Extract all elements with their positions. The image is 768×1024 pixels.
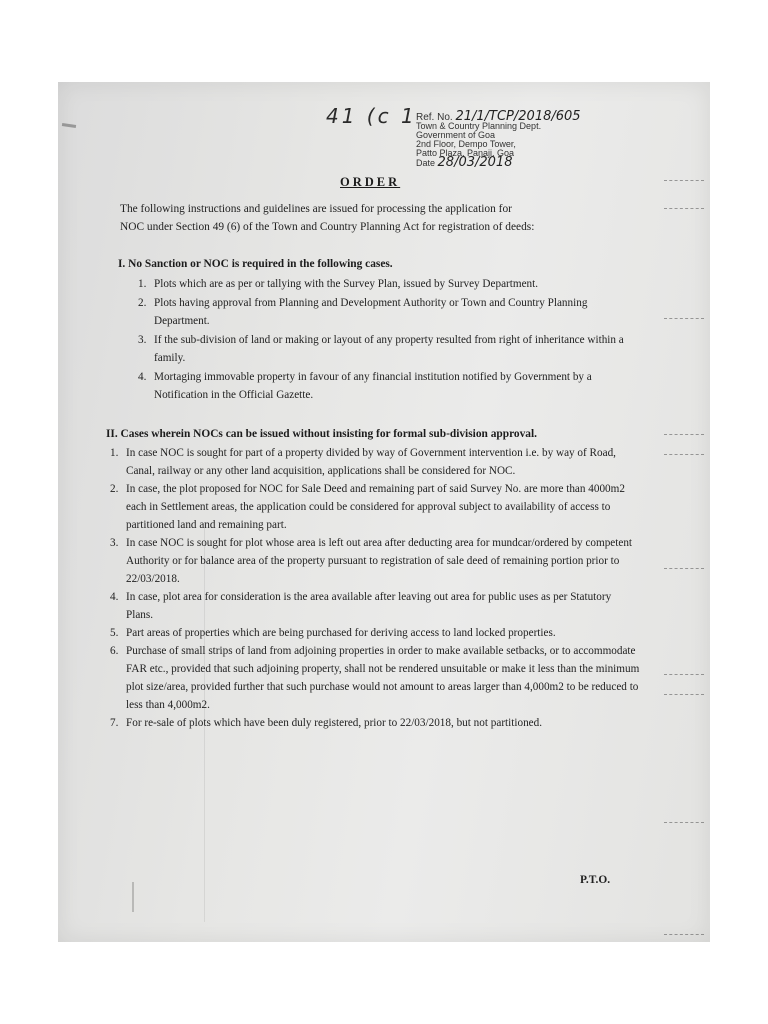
list-item: [138, 275, 638, 293]
item-number: 7.: [110, 717, 119, 729]
please-turn-over: P.T.O.: [580, 874, 611, 886]
list-item: [138, 294, 638, 330]
reference-number: 21/1/TCP/2018/605: [455, 109, 581, 124]
list-item: [138, 331, 638, 367]
item-number: 2.: [138, 297, 147, 309]
list-item: [110, 534, 640, 588]
scan-edge-marks: [664, 318, 704, 322]
item-number: 3.: [110, 537, 119, 549]
scan-smudge: [62, 123, 76, 128]
scan-edge-marks: [664, 208, 704, 212]
item-text: In case, plot area for consideration is the area available after leaving out area for public uses as per Statutory Plans.: [126, 591, 612, 621]
item-number: 2.: [110, 483, 119, 495]
scan-edge-marks: [664, 694, 704, 698]
list-item: [138, 368, 638, 404]
item-text: Mortaging immovable property in favour of any financial institution notified by Government by a Notification in the Official Gazette.: [154, 371, 592, 401]
scan-edge-marks: [664, 674, 704, 678]
list-item: [110, 714, 640, 732]
scan-edge-marks: [664, 180, 704, 184]
item-text: In case NOC is sought for plot whose area is left out area after deducting area for mundcar/ordered by competent Authority or for balance area of the property pursuant to registration of sale deed of remaining portion prior to 22/03/2018.: [126, 537, 633, 585]
item-number: 4.: [138, 371, 147, 383]
section-2-heading: II. Cases wherein NOCs can be issued without insisting for formal sub-division approval.: [106, 428, 538, 440]
scan-edge-marks: [664, 568, 704, 572]
item-number: 5.: [110, 627, 119, 639]
item-text: For re-sale of plots which have been duly registered, prior to 22/03/2018, but not partitioned.: [126, 717, 543, 729]
list-item: [110, 444, 640, 480]
handwritten-file-mark: 41 (c 1: [326, 104, 417, 128]
item-number: 3.: [138, 334, 147, 346]
date-label: Date: [416, 158, 436, 168]
page-title: ORDER: [340, 175, 401, 189]
intro-line: NOC under Section 49 (6) of the Town and Country Planning Act for registration of deeds:: [120, 221, 535, 233]
scan-edge-marks: [664, 822, 704, 826]
item-text: Part areas of properties which are being purchased for deriving access to land locked properties.: [126, 627, 556, 639]
reference-block: [416, 109, 706, 170]
office-line: Patto Plaza, Panaji, Goa: [416, 148, 515, 158]
item-number: 6.: [110, 645, 119, 657]
list-item: [110, 588, 640, 624]
item-text: Purchase of small strips of land from adjoining properties in order to make available setbacks, or to accommodate FAR etc., provided that such adjoining property, shall not be rendered unsuitable or make it less than the minimum plot size/area, provided further that such purchase would not amount to areas larger than 4,000m2 to be reduced to less than 4,000m2.: [126, 645, 640, 711]
list-item: [110, 480, 640, 534]
date-line: [416, 155, 706, 170]
section-2-list: [110, 444, 640, 732]
section-1-list: [138, 275, 638, 405]
office-line: Government of Goa: [416, 130, 496, 140]
date-value: 28/03/2018: [437, 155, 513, 170]
scan-edge-marks: [664, 434, 704, 438]
list-item: [110, 642, 640, 714]
item-number: 1.: [138, 278, 147, 290]
office-line: 2nd Floor, Dempo Tower,: [416, 139, 516, 149]
item-number: 4.: [110, 591, 119, 603]
scan-edge-marks: [664, 454, 704, 458]
item-text: Plots having approval from Planning and Development Authority or Town and Country Planning Department.: [154, 297, 588, 327]
section-1-heading: I. No Sanction or NOC is required in the following cases.: [118, 258, 393, 270]
office-line: Town & Country Planning Dept.: [416, 121, 542, 131]
reference-label: Ref. No.: [416, 112, 453, 123]
scan-edge-marks: [664, 934, 704, 938]
intro-line: The following instructions and guidelines are issued for processing the application for: [120, 203, 512, 215]
document-page: [58, 82, 710, 942]
item-text: If the sub-division of land or making or layout of any property resulted from right of inheritance within a family.: [154, 334, 624, 364]
item-number: 1.: [110, 447, 119, 459]
item-text: Plots which are as per or tallying with the Survey Plan, issued by Survey Department.: [154, 278, 539, 290]
item-text: In case, the plot proposed for NOC for Sale Deed and remaining part of said Survey No. are more than 4000m2 each in Settlement areas, the application could be considered for approval subject to availability of access to partitioned land and remaining part.: [126, 483, 625, 531]
list-item: [110, 624, 640, 642]
scan-smudge: [132, 882, 134, 912]
item-text: In case NOC is sought for part of a property divided by way of Government intervention i.e. by way of Road, Canal, railway or any other land acquisition, applications shall be considered for NOC.: [126, 447, 616, 477]
